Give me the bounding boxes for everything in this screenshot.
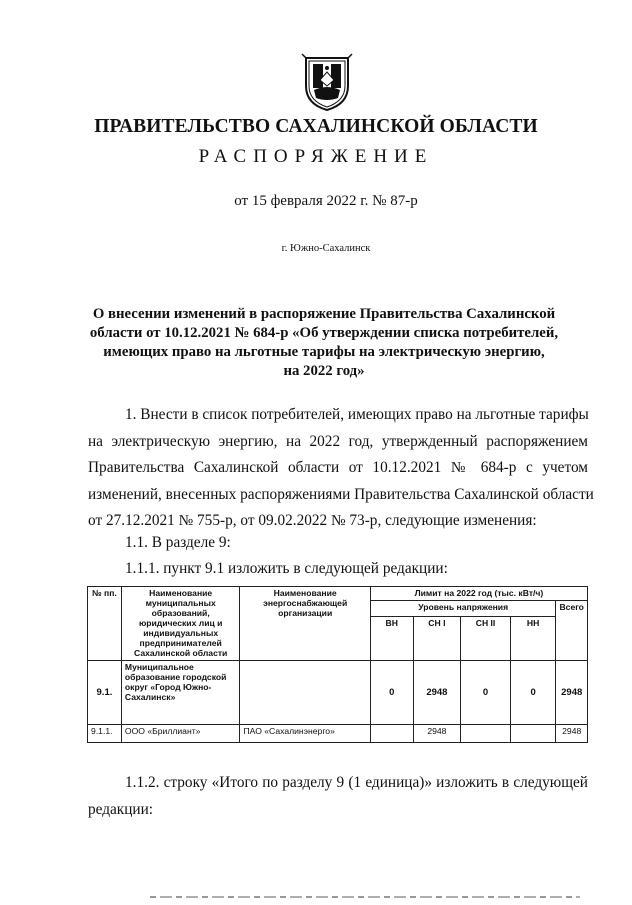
cell-sn2: 0 [461, 661, 511, 725]
header-limit: Лимит на 2022 год (тыс. кВт/ч) [370, 587, 587, 601]
cell-sn2 [461, 725, 511, 743]
cell-sn1: 2948 [413, 661, 461, 725]
cell-name: Муниципальное образование городской округ «Город Южно-Сахалинск» [121, 661, 240, 725]
paragraph-line: на электрическую энергию, на 2022 год, утвержденный распоряжением [88, 432, 588, 450]
government-title: ПРАВИТЕЛЬСТВО САХАЛИНСКОЙ ОБЛАСТИ [94, 116, 538, 137]
paragraph-line: Правительства Сахалинской области от 10.12.2021 № 684-р с учетом [88, 459, 588, 476]
table-row [88, 725, 588, 743]
cell-vn [370, 725, 413, 743]
header-nn: НН [510, 617, 556, 661]
cell-total: 2948 [556, 661, 588, 725]
paragraph-line: 1. Внести в список потребителей, имеющих право на льготные тарифы [125, 406, 589, 423]
cell-num: 9.1. [88, 661, 122, 725]
document-city: г. Южно-Сахалинск [281, 243, 371, 254]
subject-line: на 2022 год» [283, 363, 365, 379]
cell-nn [510, 725, 556, 743]
cell-supplier: ПАО «Сахалинэнерго» [240, 725, 370, 743]
header-sn1: СН I [413, 617, 461, 661]
document-date: от 15 февраля 2022 г. № 87-р [234, 193, 418, 209]
header-municipal: Наименование муниципальных образований, юридических лиц и индивидуальных предпринимателей Сахалинской области [121, 587, 240, 661]
cell-total: 2948 [556, 725, 588, 743]
subject-line: О внесении изменений в распоряжение Правительства Сахалинской [92, 306, 556, 322]
document-subject [8, 305, 632, 381]
header-sn2: СН II [461, 617, 511, 661]
subject-line: области от 10.12.2021 № 684-р «Об утверждении списка потребителей, [89, 325, 559, 341]
document-type: РАСПОРЯЖЕНИЕ [198, 146, 434, 167]
paragraph-line: от 27.12.2021 № 755-р, от 09.02.2022 № 73-р, следующие изменения: [88, 512, 537, 529]
header-num: № пп. [88, 587, 122, 661]
header-supplier: Наименование энергоснабжающей организации [240, 587, 370, 661]
cell-num: 9.1.1. [88, 725, 122, 743]
paragraph-1 [88, 402, 594, 535]
header-vn: ВН [370, 617, 413, 661]
paragraph-line: 1.1.2. строку «Итого по разделу 9 (1 единица)» изложить в следующей [125, 774, 588, 791]
cell-sn1: 2948 [413, 725, 461, 743]
subject-line: имеющих право на льготные тарифы на электрическую энергию, [103, 344, 545, 360]
header-total: Всего [556, 601, 588, 661]
item-1-1-1: 1.1.1. пункт 9.1 изложить в следующей редакции: [125, 560, 448, 577]
limits-table [87, 586, 588, 743]
paragraph-line: изменений, внесенных распоряжениями Правительства Сахалинской области [88, 485, 594, 503]
paragraph-line: редакции: [88, 800, 154, 818]
cell-supplier [240, 661, 370, 725]
cell-nn: 0 [510, 661, 556, 725]
header-voltage: Уровень напряжения [370, 601, 556, 617]
cell-name: ООО «Бриллиант» [121, 725, 240, 743]
paragraph-2 [88, 770, 588, 823]
scan-artifact [150, 896, 580, 898]
cell-vn: 0 [370, 661, 413, 725]
table-row [88, 661, 588, 725]
item-1-1: 1.1. В разделе 9: [125, 534, 231, 551]
coat-of-arms-icon [300, 52, 354, 112]
